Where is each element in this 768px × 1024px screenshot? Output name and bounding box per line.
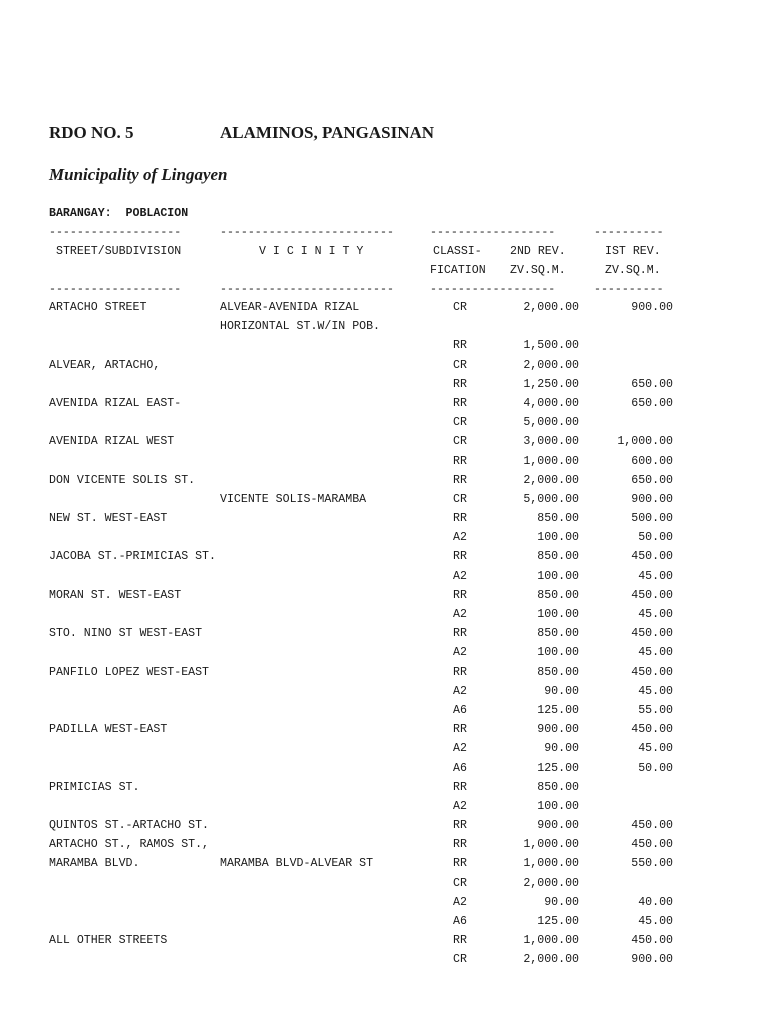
rdo-location: ALAMINOS, PANGASINAN — [220, 123, 435, 142]
classification-cell: RR — [453, 857, 467, 871]
barangay-name: POBLACION — [125, 207, 189, 220]
street-cell: PANFILO LOPEZ WEST-EAST — [49, 665, 210, 679]
second-revision-value-cell: 850.00 — [537, 512, 579, 526]
second-revision-value-cell: 125.00 — [537, 915, 579, 928]
street-cell: MARAMBA BLVD. — [49, 857, 140, 871]
classification-cell: A2 — [453, 742, 467, 756]
street-cell: AVENIDA RIZAL EAST- — [49, 396, 182, 410]
classification-cell: A2 — [453, 608, 467, 621]
second-revision-value-cell: 2,000.00 — [523, 301, 579, 314]
second-revision-value-cell: 1,000.00 — [523, 838, 579, 852]
first-revision-value-cell: 45.00 — [638, 608, 673, 621]
classification-cell: A2 — [453, 799, 467, 813]
street-cell: DON VICENTE SOLIS ST. — [49, 473, 196, 487]
rule-segment: ---------- — [594, 226, 664, 239]
first-revision-value-cell: 500.00 — [631, 512, 673, 526]
classification-cell: RR — [453, 396, 467, 410]
street-cell: ALL OTHER STREETS — [49, 934, 168, 948]
column-header-2nd-rev: 2ND REV. — [510, 245, 566, 258]
rdo-number: RDO NO. 5 — [49, 123, 134, 142]
street-cell: NEW ST. WEST-EAST — [49, 512, 168, 526]
first-revision-value-cell: 900.00 — [631, 953, 673, 967]
column-header-1st-rev-unit: ZV.SQ.M. — [605, 264, 661, 277]
second-revision-value-cell: 1,250.00 — [523, 377, 579, 391]
first-revision-value-cell: 900.00 — [631, 301, 673, 314]
classification-cell: RR — [453, 550, 467, 564]
table-row — [49, 378, 729, 397]
classification-cell: CR — [453, 416, 467, 430]
table-row — [49, 320, 729, 339]
rule-segment: ------------------------- — [220, 283, 394, 296]
table-row — [49, 493, 729, 512]
barangay-line — [49, 207, 188, 220]
table-row — [49, 359, 729, 378]
table-row — [49, 819, 729, 838]
table-row — [49, 627, 729, 646]
second-revision-value-cell: 2,000.00 — [523, 953, 579, 967]
first-revision-value-cell: 50.00 — [638, 761, 673, 775]
second-revision-value-cell: 4,000.00 — [523, 396, 579, 410]
vicinity-cell: VICENTE SOLIS-MARAMBA — [220, 492, 367, 506]
table-row — [49, 896, 729, 915]
street-cell: AVENIDA RIZAL WEST — [49, 435, 175, 449]
table-row — [49, 646, 729, 665]
second-revision-value-cell: 1,000.00 — [523, 857, 579, 871]
second-revision-value-cell: 90.00 — [544, 742, 579, 756]
second-revision-value-cell: 2,000.00 — [523, 876, 579, 890]
classification-cell: RR — [453, 627, 467, 641]
second-revision-value-cell: 90.00 — [544, 684, 579, 698]
first-revision-value-cell: 45.00 — [638, 646, 673, 660]
classification-cell: RR — [453, 723, 467, 737]
second-revision-value-cell: 850.00 — [537, 665, 579, 679]
second-revision-value-cell: 125.00 — [537, 761, 579, 775]
classification-cell: CR — [453, 301, 467, 314]
table-row — [49, 455, 729, 474]
table-row — [49, 666, 729, 685]
second-revision-value-cell: 850.00 — [537, 780, 579, 794]
table-row — [49, 723, 729, 742]
classification-cell: RR — [453, 780, 467, 794]
table-row — [49, 877, 729, 896]
street-cell: ARTACHO ST., RAMOS ST., — [49, 838, 210, 852]
table-row — [49, 416, 729, 435]
classification-cell: RR — [453, 339, 467, 353]
second-revision-value-cell: 850.00 — [537, 627, 579, 641]
classification-cell: RR — [453, 454, 467, 468]
table-row — [49, 742, 729, 761]
classification-cell: A6 — [453, 915, 467, 928]
table-row — [49, 339, 729, 358]
first-revision-value-cell: 45.00 — [638, 742, 673, 756]
street-cell: PADILLA WEST-EAST — [49, 723, 168, 737]
classification-cell: A2 — [453, 646, 467, 660]
table-row — [49, 685, 729, 704]
classification-cell: A2 — [453, 531, 467, 545]
first-revision-value-cell: 450.00 — [631, 934, 673, 948]
classification-cell: A2 — [453, 895, 467, 909]
classification-cell: RR — [453, 819, 467, 833]
first-revision-value-cell: 450.00 — [631, 588, 673, 602]
second-revision-value-cell: 125.00 — [537, 703, 579, 717]
second-revision-value-cell: 5,000.00 — [523, 416, 579, 430]
vicinity-cell: MARAMBA BLVD-ALVEAR ST — [220, 857, 374, 871]
classification-cell: CR — [453, 435, 467, 449]
municipality-title: Municipality of Lingayen — [49, 165, 228, 184]
second-revision-value-cell: 850.00 — [537, 588, 579, 602]
table-row — [49, 781, 729, 800]
rule-segment: ------------------ — [430, 283, 556, 296]
classification-cell: RR — [453, 665, 467, 679]
vicinity-cell: ALVEAR-AVENIDA RIZAL — [220, 301, 360, 314]
first-revision-value-cell: 650.00 — [631, 396, 673, 410]
table-row — [49, 550, 729, 569]
first-revision-value-cell: 450.00 — [631, 665, 673, 679]
first-revision-value-cell: 900.00 — [631, 492, 673, 506]
table-row — [49, 570, 729, 589]
classification-cell: RR — [453, 377, 467, 391]
first-revision-value-cell: 600.00 — [631, 454, 673, 468]
table-row — [49, 397, 729, 416]
second-revision-value-cell: 5,000.00 — [523, 492, 579, 506]
zonal-value-table — [49, 301, 729, 973]
table-rule-bottom — [49, 283, 664, 297]
street-cell: PRIMICIAS ST. — [49, 780, 140, 794]
classification-cell: RR — [453, 512, 467, 526]
second-revision-value-cell: 2,000.00 — [523, 358, 579, 372]
second-revision-value-cell: 100.00 — [537, 608, 579, 621]
first-revision-value-cell: 450.00 — [631, 723, 673, 737]
street-cell: JACOBA ST.-PRIMICIAS ST. — [49, 550, 216, 564]
second-revision-value-cell: 2,000.00 — [523, 473, 579, 487]
rule-segment: ---------- — [594, 283, 664, 296]
classification-cell: RR — [453, 588, 467, 602]
rule-segment: ------------------- — [49, 226, 182, 239]
column-header-classification: CLASSI- — [433, 245, 482, 258]
first-revision-value-cell: 40.00 — [638, 895, 673, 909]
table-row — [49, 435, 729, 454]
table-row — [49, 762, 729, 781]
table-row — [49, 474, 729, 493]
first-revision-value-cell: 55.00 — [638, 703, 673, 717]
document-page — [49, 0, 729, 1024]
first-revision-value-cell: 1,000.00 — [617, 435, 673, 449]
first-revision-value-cell: 450.00 — [631, 550, 673, 564]
table-row — [49, 704, 729, 723]
second-revision-value-cell: 900.00 — [537, 819, 579, 833]
street-cell: ALVEAR, ARTACHO, — [49, 358, 161, 372]
classification-cell: CR — [453, 876, 467, 890]
rule-segment: ------------------------- — [220, 226, 394, 239]
table-rule-top — [49, 226, 664, 240]
table-row — [49, 608, 729, 627]
second-revision-value-cell: 1,500.00 — [523, 339, 579, 353]
column-header-street: STREET/SUBDIVISION — [56, 245, 182, 258]
table-row — [49, 857, 729, 876]
table-row — [49, 838, 729, 857]
second-revision-value-cell: 100.00 — [537, 646, 579, 660]
first-revision-value-cell: 450.00 — [631, 838, 673, 852]
street-cell: MORAN ST. WEST-EAST — [49, 588, 182, 602]
classification-cell: A2 — [453, 684, 467, 698]
classification-cell: RR — [453, 473, 467, 487]
second-revision-value-cell: 3,000.00 — [523, 435, 579, 449]
column-header-2nd-rev-unit: ZV.SQ.M. — [510, 264, 566, 277]
street-cell: QUINTOS ST.-ARTACHO ST. — [49, 819, 210, 833]
classification-cell: RR — [453, 838, 467, 852]
column-header-vicinity: V I C I N I T Y — [259, 245, 364, 258]
column-header-classification-cont: FICATION — [430, 264, 486, 277]
second-revision-value-cell: 1,000.00 — [523, 934, 579, 948]
classification-cell: A6 — [453, 761, 467, 775]
table-row — [49, 915, 729, 934]
first-revision-value-cell: 45.00 — [638, 915, 673, 928]
street-cell: STO. NINO ST WEST-EAST — [49, 627, 203, 641]
first-revision-value-cell: 550.00 — [631, 857, 673, 871]
classification-cell: A2 — [453, 569, 467, 583]
first-revision-value-cell: 45.00 — [638, 684, 673, 698]
table-row — [49, 512, 729, 531]
second-revision-value-cell: 850.00 — [537, 550, 579, 564]
classification-cell: CR — [453, 358, 467, 372]
table-row — [49, 953, 729, 972]
first-revision-value-cell: 650.00 — [631, 377, 673, 391]
second-revision-value-cell: 90.00 — [544, 895, 579, 909]
classification-cell: RR — [453, 934, 467, 948]
second-revision-value-cell: 1,000.00 — [523, 454, 579, 468]
first-revision-value-cell: 45.00 — [638, 569, 673, 583]
table-row — [49, 800, 729, 819]
second-revision-value-cell: 900.00 — [537, 723, 579, 737]
classification-cell: A6 — [453, 703, 467, 717]
rule-segment: ------------------ — [430, 226, 556, 239]
barangay-label: BARANGAY: — [49, 207, 112, 220]
table-row — [49, 934, 729, 953]
second-revision-value-cell: 100.00 — [537, 799, 579, 813]
street-cell: ARTACHO STREET — [49, 301, 147, 314]
column-header-1st-rev: IST REV. — [605, 245, 661, 258]
second-revision-value-cell: 100.00 — [537, 569, 579, 583]
rule-segment: ------------------- — [49, 283, 182, 296]
first-revision-value-cell: 650.00 — [631, 473, 673, 487]
first-revision-value-cell: 50.00 — [638, 531, 673, 545]
classification-cell: CR — [453, 953, 467, 967]
classification-cell: CR — [453, 492, 467, 506]
table-row — [49, 589, 729, 608]
first-revision-value-cell: 450.00 — [631, 819, 673, 833]
table-row — [49, 531, 729, 550]
table-row — [49, 301, 729, 320]
vicinity-cell: HORIZONTAL ST.W/IN POB. — [220, 320, 381, 334]
second-revision-value-cell: 100.00 — [537, 531, 579, 545]
first-revision-value-cell: 450.00 — [631, 627, 673, 641]
